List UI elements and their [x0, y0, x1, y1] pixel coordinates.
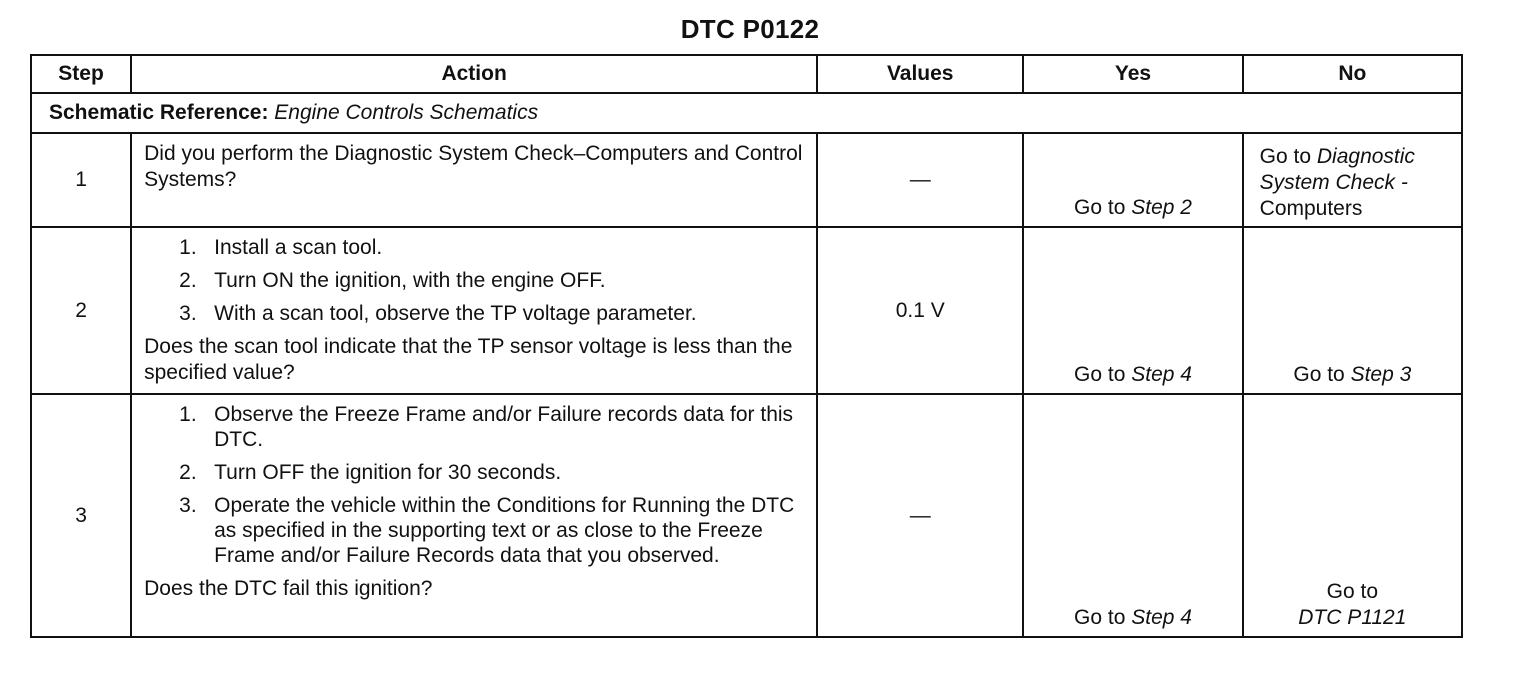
action-cell	[131, 227, 817, 394]
no-link[interactable]: Step 3	[1350, 363, 1412, 386]
step-number: 3	[31, 394, 131, 637]
yes-prefix: Go to	[1074, 196, 1126, 219]
yes-prefix: Go to	[1074, 363, 1126, 386]
no-suffix: Computers	[1259, 197, 1363, 220]
action-step: Turn OFF the ignition for 30 seconds.	[214, 461, 562, 484]
dtc-table	[30, 54, 1463, 638]
action-step: With a scan tool, observe the TP voltage parameter.	[214, 302, 697, 325]
action-step: Turn ON the ignition, with the engine OFF.	[214, 269, 606, 292]
action-step: Install a scan tool.	[214, 236, 383, 259]
value-cell: —	[817, 133, 1023, 227]
header-row	[31, 55, 1462, 93]
yes-prefix: Go to	[1074, 606, 1126, 629]
no-link[interactable]: Diagnostic System Check -	[1259, 145, 1415, 194]
yes-link[interactable]: Step 4	[1131, 363, 1192, 386]
header-step: Step	[31, 55, 131, 93]
page-title: DTC P0122	[680, 14, 820, 44]
no-prefix: Go to	[1293, 363, 1345, 386]
no-cell	[1243, 227, 1462, 394]
header-values: Values	[817, 55, 1023, 93]
no-link[interactable]: DTC P1121	[1298, 606, 1407, 629]
yes-cell	[1023, 133, 1242, 227]
header-yes: Yes	[1023, 55, 1242, 93]
action-steps	[144, 402, 804, 568]
header-no: No	[1243, 55, 1462, 93]
no-cell	[1243, 133, 1462, 227]
table-row	[31, 133, 1462, 227]
action-cell	[131, 133, 817, 227]
action-step: Observe the Freeze Frame and/or Failure records data for this DTC.	[214, 403, 794, 451]
action-steps	[144, 235, 804, 326]
step-number: 2	[31, 227, 131, 394]
action-cell	[131, 394, 817, 637]
table-row	[31, 394, 1462, 637]
step-number: 1	[31, 133, 131, 227]
action-question: Does the DTC fail this ignition?	[144, 577, 433, 600]
schematic-label: Schematic Reference:	[49, 101, 269, 124]
no-prefix: Go to	[1259, 145, 1312, 168]
value-cell: —	[817, 394, 1023, 637]
schematic-reference	[31, 93, 1462, 133]
action-question: Did you perform the Diagnostic System Check–Computers and Control Systems?	[144, 142, 803, 191]
header-action: Action	[131, 55, 817, 93]
yes-link[interactable]: Step 2	[1131, 196, 1192, 219]
value-cell: 0.1 V	[817, 227, 1023, 394]
action-question: Does the scan tool indicate that the TP sensor voltage is less than the specified value?	[144, 335, 793, 384]
no-prefix: Go to	[1326, 580, 1379, 603]
table-row	[31, 227, 1462, 394]
yes-cell	[1023, 227, 1242, 394]
yes-link[interactable]: Step 4	[1131, 606, 1192, 629]
action-step: Operate the vehicle within the Conditions for Running the DTC as specified in the supporting text or as close to the Freeze Frame and/or Failure Records data that you observed.	[214, 494, 795, 567]
schematic-row	[31, 93, 1462, 133]
yes-cell	[1023, 394, 1242, 637]
schematic-link: Engine Controls Schematics	[274, 101, 539, 124]
no-cell	[1243, 394, 1462, 637]
